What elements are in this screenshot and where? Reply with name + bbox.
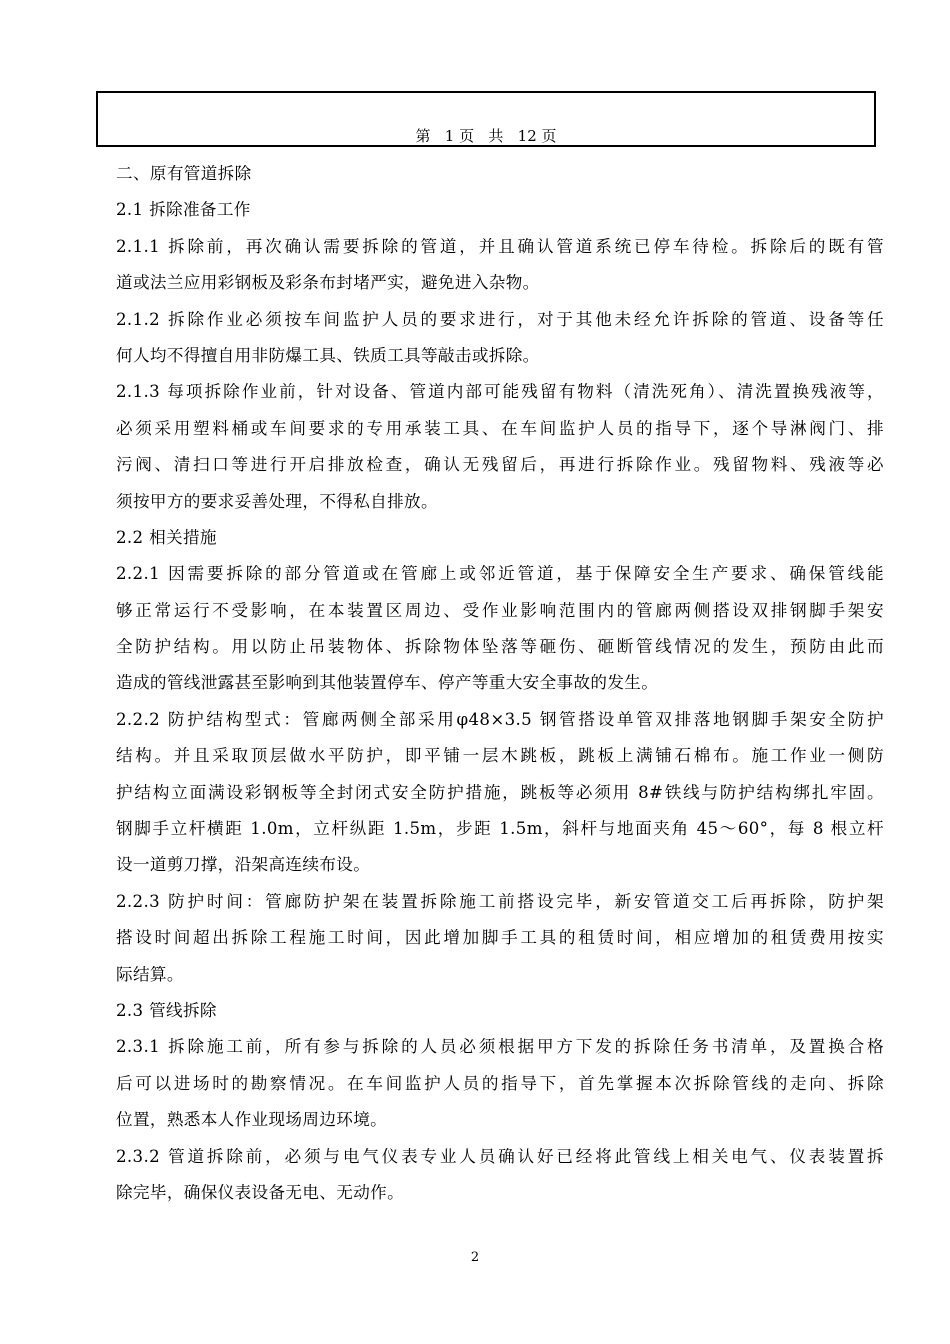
- subsection-heading: 2.1 拆除准备工作: [116, 200, 251, 220]
- text-line: 2.1.1 拆除前，再次确认需要拆除的管道，并且确认管道系统已停车待检。拆除后的既有管: [116, 236, 884, 256]
- page-header-box: [96, 91, 876, 147]
- text-line: 设一道剪刀撑，沿架高连续布设。: [116, 855, 371, 875]
- text-line: 造成的管线泄露甚至影响到其他装置停车、停产等重大安全事故的发生。: [116, 673, 659, 693]
- page-indicator: 第 1 页 共 12 页: [415, 127, 557, 145]
- text-line: 2.1.3 每项拆除作业前，针对设备、管道内部可能残留有物料（清洗死角）、清洗置换残液等，: [116, 382, 884, 402]
- subsection-heading: 2.3 管线拆除: [116, 1000, 217, 1020]
- page-number: 2: [470, 1250, 480, 1265]
- text-line: 钢脚手立杆横距 1.0m，立杆纵距 1.5m，步距 1.5m，斜杆与地面夹角 45～60°，每 8 根立杆: [116, 819, 884, 839]
- text-line: 全防护结构。用以防止吊装物体、拆除物体坠落等砸伤、砸断管线情况的发生，预防由此而: [116, 637, 884, 657]
- text-line: 道或法兰应用彩钢板及彩条布封堵严实，避免进入杂物。: [116, 273, 540, 293]
- text-line: 结构。并且采取顶层做水平防护，即平铺一层木跳板，跳板上满铺石棉布。施工作业一侧防: [116, 746, 884, 766]
- text-line: 除完毕，确保仪表设备无电、无动作。: [116, 1182, 405, 1202]
- subsection-heading: 2.2 相关措施: [116, 527, 217, 547]
- section-heading: 二、原有管道拆除: [116, 164, 252, 183]
- text-line: 2.1.2 拆除作业必须按车间监护人员的要求进行，对于其他未经允许拆除的管道、设备等任: [116, 309, 884, 329]
- document-body: [116, 156, 884, 1211]
- text-line: 2.3.2 管道拆除前，必须与电气仪表专业人员确认好已经将此管线上相关电气、仪表装置拆: [116, 1146, 884, 1166]
- text-line: 何人均不得擅自用非防爆工具、铁质工具等敲击或拆除。: [116, 345, 540, 365]
- text-line: 污阀、清扫口等进行开启排放检查，确认无残留后，再进行拆除作业。残留物料、残液等必: [116, 455, 884, 475]
- text-line: 2.2.2 防护结构型式：管廊两侧全部采用φ48×3.5 钢管搭设单管双排落地钢脚手架安全防护: [116, 709, 884, 729]
- text-line: 搭设时间超出拆除工程施工时间，因此增加脚手工具的租赁时间，相应增加的租赁费用按实: [116, 928, 884, 948]
- text-line: 须按甲方的要求妥善处理，不得私自排放。: [116, 491, 438, 511]
- text-line: 位置，熟悉本人作业现场周边环境。: [116, 1110, 388, 1130]
- text-line: 2.3.1 拆除施工前，所有参与拆除的人员必须根据甲方下发的拆除任务书清单，及置换合格: [116, 1037, 884, 1057]
- text-line: 2.2.1 因需要拆除的部分管道或在管廊上或邻近管道，基于保障安全生产要求、确保管线能: [116, 564, 884, 584]
- text-line: 际结算。: [116, 964, 184, 984]
- text-line: 2.2.3 防护时间：管廊防护架在装置拆除施工前搭设完毕，新安管道交工后再拆除，防护架: [116, 891, 884, 911]
- text-line: 护结构立面满设彩钢板等全封闭式安全防护措施，跳板等必须用 8#铁线与防护结构绑扎牢固。: [116, 782, 884, 802]
- text-line: 后可以进场时的勘察情况。在车间监护人员的指导下，首先掌握本次拆除管线的走向、拆除: [116, 1073, 884, 1093]
- text-line: 必须采用塑料桶或车间要求的专用承装工具、在车间监护人员的指导下，逐个导淋阀门、排: [116, 418, 884, 438]
- text-line: 够正常运行不受影响，在本装置区周边、受作业影响范围内的管廊两侧搭设双排钢脚手架安: [116, 600, 884, 620]
